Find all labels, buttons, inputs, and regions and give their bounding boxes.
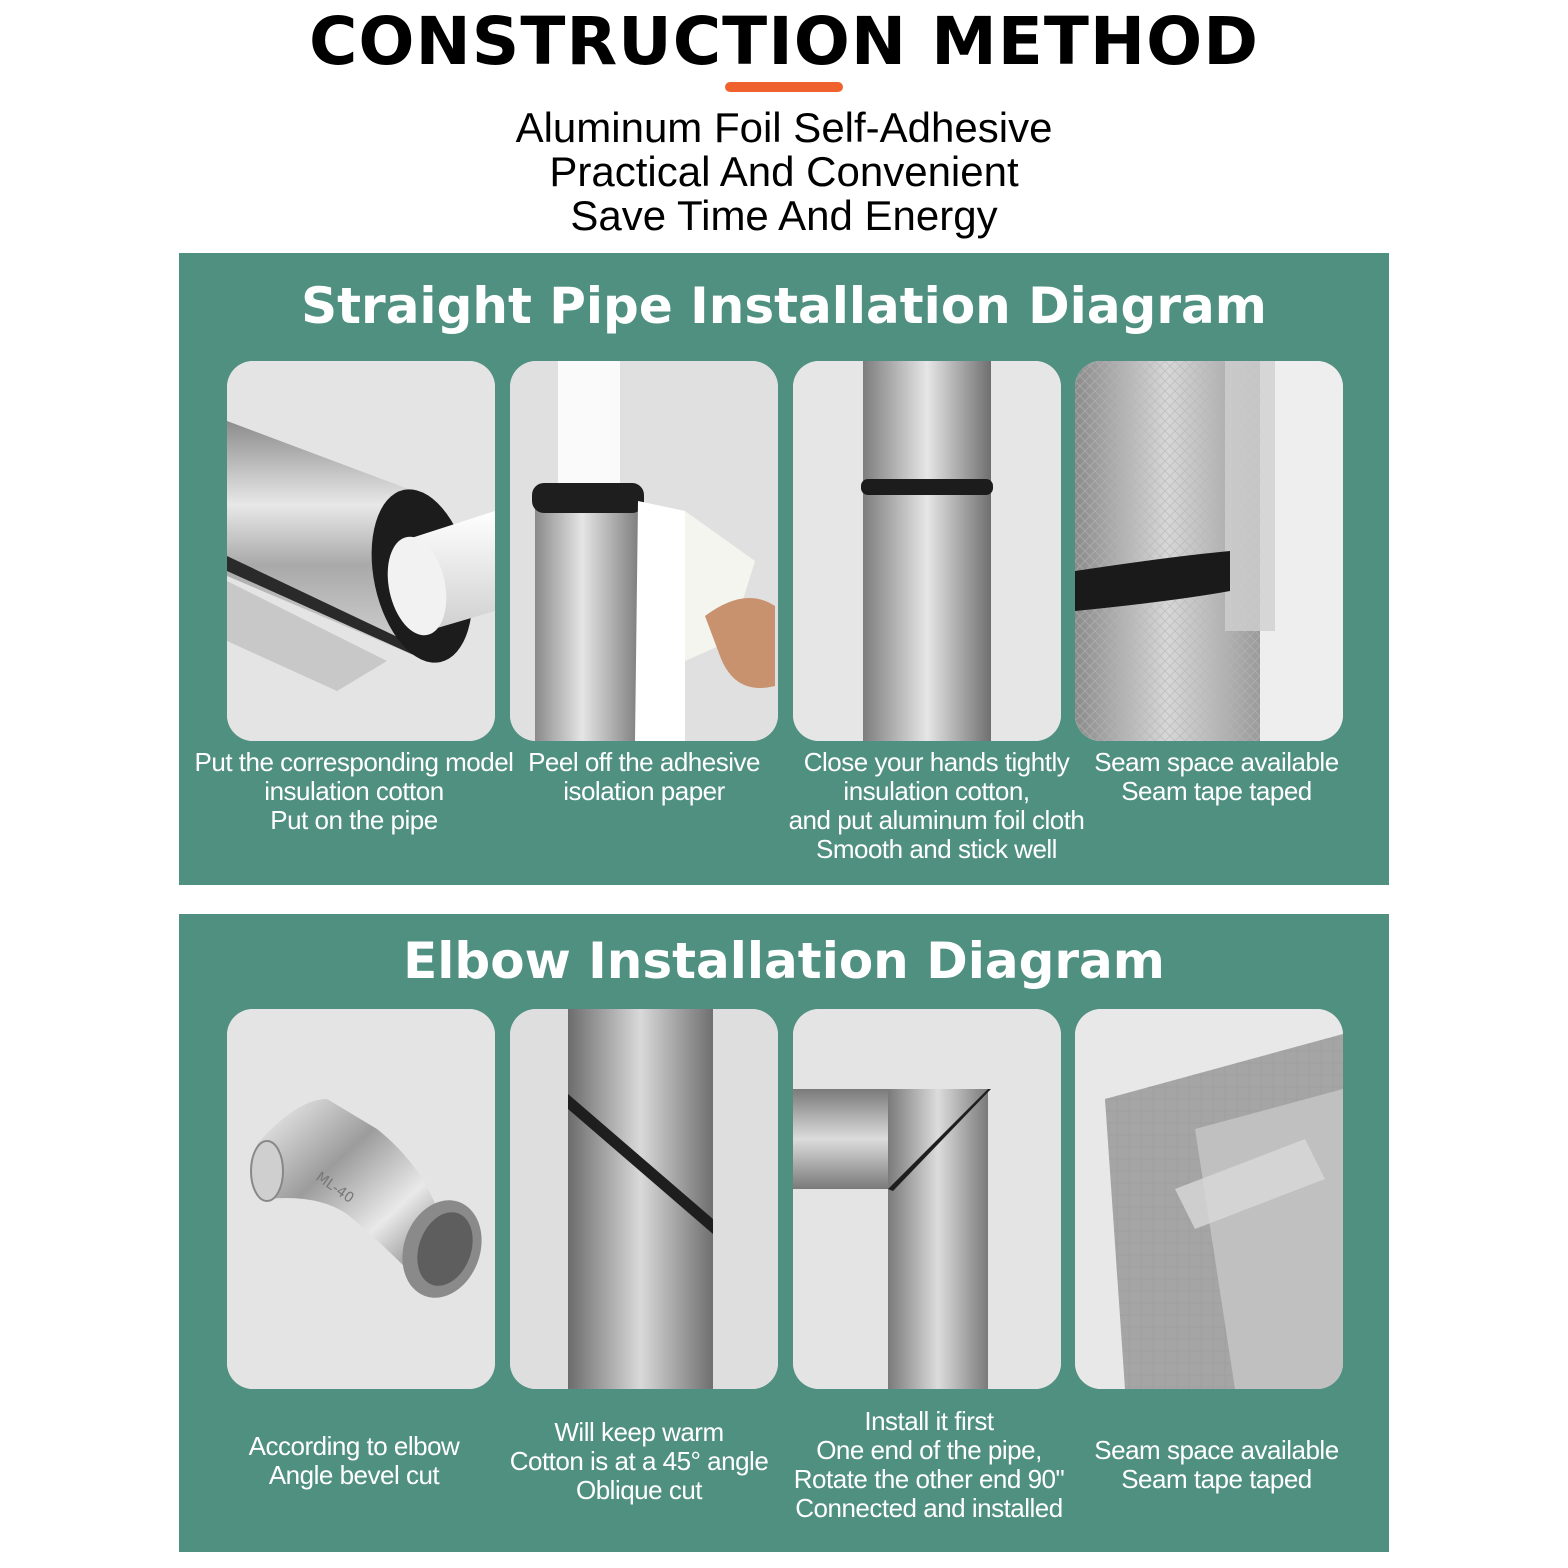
caption-line: Seam space available (1094, 747, 1339, 777)
straight-step-4-caption (1074, 748, 1359, 806)
straight-pipe-panel (179, 253, 1389, 885)
straight-step-1-photo (227, 361, 495, 741)
elbow-step-3-photo (793, 1009, 1061, 1389)
straight-step-1-caption (179, 748, 529, 835)
elbow-step-1-photo (227, 1009, 495, 1389)
caption-line: Put the corresponding model (194, 747, 514, 777)
caption-line: Oblique cut (575, 1475, 703, 1505)
caption-line: Cotton is at a 45° angle (509, 1446, 769, 1476)
caption-line: Seam tape taped (1121, 776, 1312, 806)
straight-step-3-photo (793, 361, 1061, 741)
elbow-step-2-photo (510, 1009, 778, 1389)
caption-line: isolation paper (563, 776, 725, 806)
elbow-step-1-caption (219, 1432, 489, 1490)
elbow-marking-text: ML-40 (312, 1169, 357, 1207)
caption-line: Peel off the adhesive (528, 747, 760, 777)
caption-line: Will keep warm (554, 1417, 724, 1447)
caption-line: Seam tape taped (1121, 1464, 1312, 1494)
subtitle-block (0, 106, 1568, 238)
caption-line: Rotate the other end 90" (793, 1464, 1065, 1494)
caption-line: Smooth and stick well (816, 834, 1057, 864)
caption-line: insulation cotton (264, 776, 444, 806)
caption-line: Put on the pipe (270, 805, 438, 835)
elbow-step-4-photo (1075, 1009, 1343, 1389)
subtitle-line: Aluminum Foil Self-Adhesive (515, 104, 1053, 151)
straight-step-3-caption (784, 748, 1089, 864)
elbow-step-2-caption (489, 1418, 789, 1505)
title-accent-bar (725, 82, 843, 92)
elbow-step-3-caption (769, 1407, 1089, 1523)
subtitle-line: Practical And Convenient (549, 148, 1019, 195)
straight-step-2-caption (509, 748, 779, 806)
straight-pipe-title: Straight Pipe Installation Diagram (301, 277, 1267, 335)
caption-line: According to elbow (248, 1431, 460, 1461)
straight-step-2-photo (510, 361, 778, 741)
elbow-title: Elbow Installation Diagram (403, 932, 1165, 990)
caption-line: Connected and installed (795, 1493, 1063, 1523)
elbow-panel (179, 914, 1389, 1552)
caption-line: Install it first (864, 1406, 994, 1436)
caption-line: Seam space available (1094, 1435, 1339, 1465)
caption-line: Angle bevel cut (268, 1460, 440, 1490)
caption-line: and put aluminum foil cloth (788, 805, 1085, 835)
caption-line: Close your hands tightly (803, 747, 1070, 777)
elbow-step-4-caption (1074, 1436, 1359, 1494)
caption-line: insulation cotton, (843, 776, 1030, 806)
subtitle-line: Save Time And Energy (570, 192, 998, 239)
page-title: CONSTRUCTION METHOD (309, 3, 1259, 80)
caption-line: One end of the pipe, (816, 1435, 1042, 1465)
straight-step-4-photo (1075, 361, 1343, 741)
